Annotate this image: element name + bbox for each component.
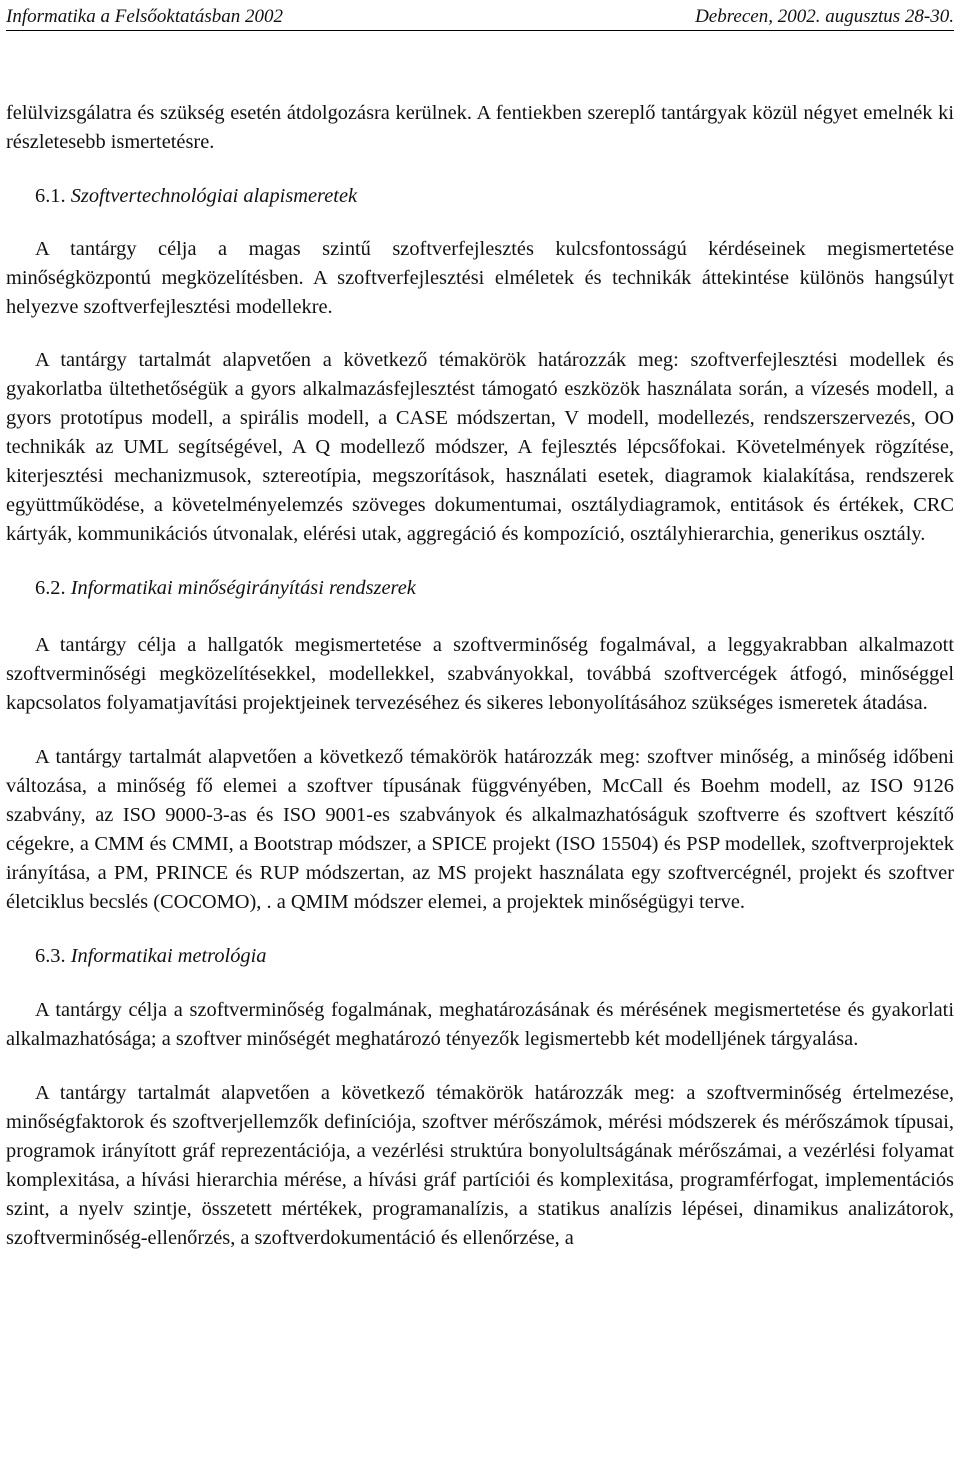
section-number: 6.1. [35, 185, 66, 207]
header-conference-title: Informatika a Felsőoktatásban 2002 [6, 6, 284, 27]
header-location-date: Debrecen, 2002. augusztus 28-30. [695, 6, 954, 27]
section-heading-6-1 [6, 182, 954, 211]
section-6-1-paragraph-1: A tantárgy célja a magas szintű szoftverfejlesztés kulcsfontosságú kérdéseinek megismertetése minőségközpontú megközelítésben. A szoftverfejlesztési elméletek és technikák áttekintése különös hangsúlyt helyezve szoftverfejlesztési modellekre. [6, 238, 954, 318]
section-number: 6.2. [35, 577, 66, 599]
intro-paragraph: felülvizsgálatra és szükség esetén átdolgozásra kerülnek. A fentiekben szereplő tantárgyak közül négyet emelnék ki részletesebb ismertetésre. [6, 102, 954, 153]
section-title: Szoftvertechnológiai alapismeretek [70, 185, 358, 207]
page-body [6, 99, 954, 1253]
section-heading-6-2 [6, 574, 954, 603]
page-header [6, 4, 954, 31]
section-title: Informatikai minőségirányítási rendszerek [70, 577, 416, 599]
section-6-3-paragraph-2: A tantárgy tartalmát alapvetően a következő témakörök határozzák meg: a szoftverminőség értelmezése, minőségfaktorok és szoftverjellemzők definíciója, szoftver mérőszámok, mérési módszerek és mérőszámok típusai, programok irányított gráf reprezentációja, a vezérlési struktúra bonyolultságának mérőszámai, a vezérlési folyamat komplexitása, a hívási hierarchia mérése, a hívási gráf partíciói és komplexitása, programférfogat, implementációs szint, a nyelv szintje, összetett mértékek, programanalízis, a statikus analízis lépései, dinamikus analizátorok, szoftverminőség-ellenőrzés, a szoftverdokumentáció és ellenőrzése, a [6, 1082, 954, 1249]
section-number: 6.3. [35, 945, 66, 967]
section-6-2-paragraph-2: A tantárgy tartalmát alapvetően a következő témakörök határozzák meg: szoftver minőség, a minőség időbeni változása, a minőség fő elemei a szoftver típusának függvényében, McCall és Boehm modell, az ISO 9126 szabvány, az ISO 9000-3-as és ISO 9001-es szabványok és alkalmazhatóságuk szoftverre és szoftvert készítő cégekre, a CMM és CMMI, a Bootstrap módszer, a SPICE projekt (ISO 15504) és PSP modellek, szoftverprojektek irányítása, a PM, PRINCE és RUP módszertan, az MS projekt használata egy szoftvercégnél, projekt és szoftver életciklus becslés (COCOMO), . a QMIM módszer elemei, a projektek minőségügyi terve. [6, 746, 954, 913]
section-title: Informatikai metrológia [70, 945, 267, 967]
section-heading-6-3 [6, 942, 954, 971]
section-6-3-paragraph-1: A tantárgy célja a szoftverminőség fogalmának, meghatározásának és mérésének megismertetése és gyakorlati alkalmazhatósága; a szoftver minőségét meghatározó tényezők legismertebb két modelljének tárgyalása. [6, 999, 954, 1050]
section-6-2-paragraph-1: A tantárgy célja a hallgatók megismertetése a szoftverminőség fogalmával, a leggyakrabban alkalmazott szoftverminőségi megközelítésekkel, modellekkel, szabványokkal, továbbá szoftvercégek átfogó, minőséggel kapcsolatos folyamatjavítási projektjeinek tervezéséhez és sikeres lebonyolításához szükséges ismeretek átadása. [6, 634, 954, 714]
section-6-1-paragraph-2: A tantárgy tartalmát alapvetően a következő témakörök határozzák meg: szoftverfejlesztési modellek és gyakorlatba ültethetőségük a gyors alkalmazásfejlesztést támogató eszközök használata során, a vízesés modell, a gyors prototípus modell, a spirális modell, a CASE módszertan, V modell, modellezés, rendszerszervezés, OO technikák az UML segítségével, A Q modellező módszer, A fejlesztés lépcsőfokai. Követelmények rögzítése, kiterjesztési mechanizmusok, sztereotípia, megszorítások, használati esetek, diagramok kialakítása, rendszerek együttműködése, a követelményelemzés szöveges dokumentumai, osztálydiagramok, entitások és értékek, CRC kártyák, kommunikációs útvonalak, elérési utak, aggregáció és kompozíció, osztályhierarchia, generikus osztály. [6, 349, 954, 545]
